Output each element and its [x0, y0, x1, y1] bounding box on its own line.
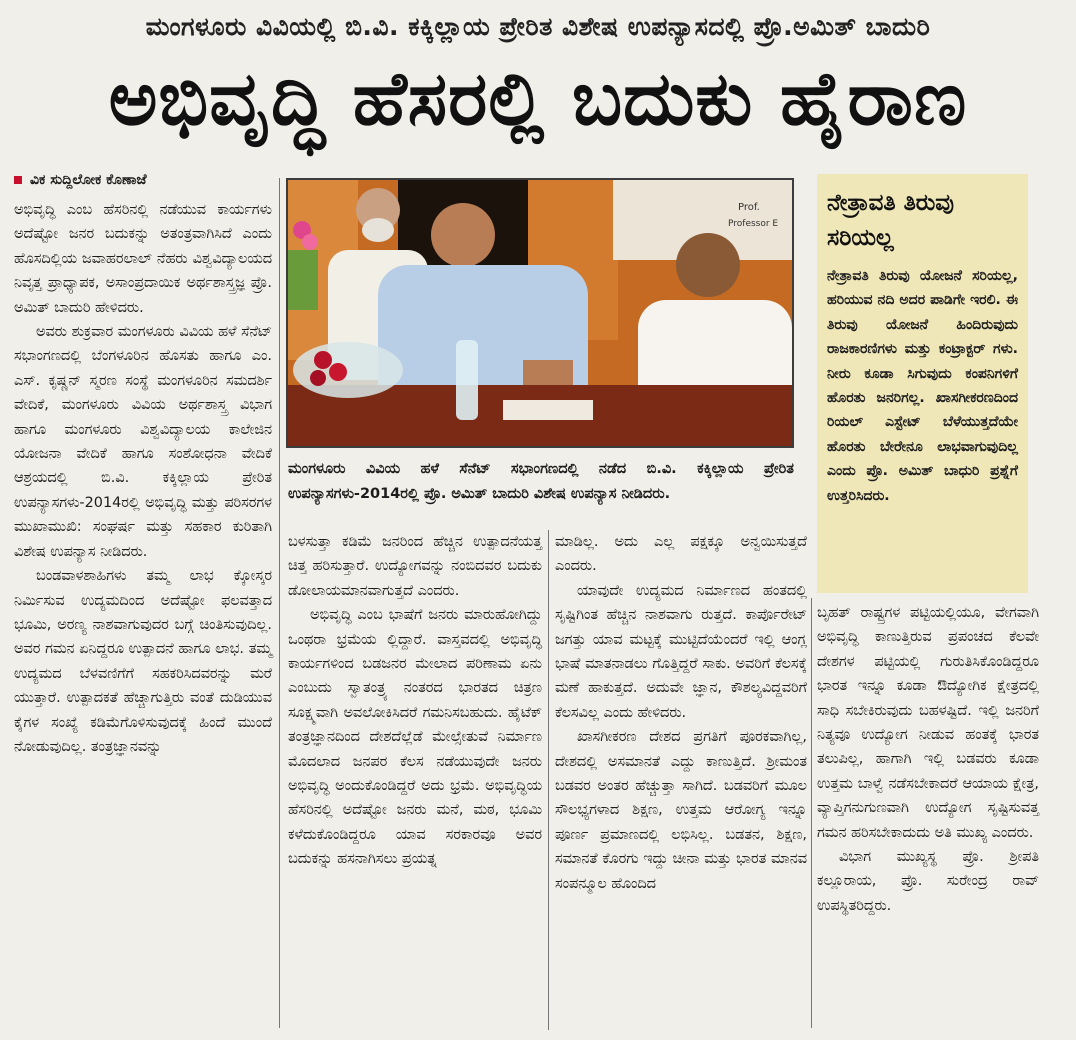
column-divider: [811, 598, 812, 1028]
byline: [14, 172, 147, 188]
photo-sign-text: Prof.: [738, 202, 760, 213]
paragraph: ವಿಭಾಗ ಮುಖ್ಯಸ್ಥ ಪ್ರೊ. ಶ್ರೀಪತಿ ಕಲ್ಲೂರಾಯ, ಪ್ರೊ. ಸುರೇಂದ್ರ ರಾವ್ ಉಪಸ್ಥಿತರಿದ್ದರು.: [817, 849, 1039, 914]
column-divider: [548, 530, 549, 1030]
photo-caption: ಮಂಗಳೂರು ವಿವಿಯ ಹಳೆ ಸೆನೆಟ್ ಸಭಾಂಗಣದಲ್ಲಿ ನಡೆದ ಬಿ.ವಿ. ಕಕ್ಕಿಲ್ಲಾಯ ಪ್ರೇರಿತ ಉಪನ್ಯಾಸಗಳು-2014ರಲ್ಲಿ ಪ್ರೊ. ಅಮಿತ್ ಬಾದುರಿ ವಿಶೇಷ ಉಪನ್ಯಾಸ ನೀಡಿದರು.: [288, 461, 794, 502]
paragraph: ಯಾವುದೇ ಉದ್ಯಮದ ನಿರ್ಮಾಣದ ಹಂತದಲ್ಲಿ ಸೃಷ್ಟಿಗಿಂತ ಹೆಚ್ಚಿನ ನಾಶವಾಗು ರುತ್ತದೆ. ಕಾರ್ಪೊರೇಟ್ ಜಗತ್ತು ಯಾವ ಮಟ್ಟಕ್ಕೆ ಮುಟ್ಟಿದೆಯೆಂದರೆ ಇಲ್ಲಿ ಆಂಗ್ಲ ಭಾಷೆ ಮಾತನಾಡಲು ಗೊತ್ತಿದ್ದರೆ ಸಾಕು. ಅವರಿಗೆ ಕೆಲಸಕ್ಕೆ ಮಣೆ ಹಾಕುತ್ತದೆ. ಅದುವೇ ಜ್ಞಾನ, ಕೌಶಲ್ಯವಿದ್ದವರಿಗೆ ಕೆಲಸವಿಲ್ಲ ಎಂದು ಹೇಳಿದರು.: [555, 582, 807, 721]
paragraph: ಬಳಸುತ್ತಾ ಕಡಿಮೆ ಜನರಿಂದ ಹೆಚ್ಚಿನ ಉತ್ಪಾದನೆಯತ್ತ ಚಿತ್ತ ಹರಿಸುತ್ತಾರೆ. ಉದ್ಯೋಗವನ್ನು ನಂಬಿದವರ ಬದುಕು ಡೋಲಾಯಮಾನವಾಗುತ್ತದೆ ಎಂದರು.: [288, 534, 542, 599]
column-divider: [279, 178, 280, 1028]
paragraph: ಅವರು ಶುಕ್ರವಾರ ಮಂಗಳೂರು ವಿವಿಯ ಹಳೆ ಸೆನೆಟ್ ಸಭಾಂಗಣದಲ್ಲಿ ಬೆಂಗಳೂರಿನ ಹೊಸತು ಹಾಗೂ ಎಂ. ಎಸ್. ಕೃಷ್ಣನ್ ಸ್ಮರಣ ಸಂಸ್ಥೆ ಮಂಗಳೂರಿನ ಸಮದರ್ಶಿ ವೇದಿಕೆ, ಮಂಗಳೂರು ವಿವಿಯ ಅರ್ಥಶಾಸ್ತ್ರ ವಿಭಾಗ ಹಾಗೂ ಮಂಗಳೂರು ವಿಶ್ವವಿದ್ಯಾಲಯ ಕಾಲೇಜಿನ ಯೋಜನಾ ವೇದಿಕೆ ಹಾಗೂ ಸಂಶೋಧನಾ ವೇದಿಕೆ ಆಶ್ರಯದಲ್ಲಿ ಬಿ.ವಿ. ಕಕ್ಕಿಲ್ಲಾಯ ಪ್ರೇರಿತ ಉಪನ್ಯಾಸಗಳು-2014ರಲ್ಲಿ ಅಭಿವೃದ್ಧಿ ಮತ್ತು ಪರಿಸರಗಳ ಮುಖಾಮುಖಿ: ಸಂಘರ್ಷ ಮತ್ತು ಸಹಕಾರ ಕುರಿತಾಗಿ ವಿಶೇಷ ಉಪನ್ಯಾಸ ನೀಡಿದರು.: [14, 324, 272, 560]
event-photo-image: [288, 180, 792, 446]
sidebar-box: [817, 174, 1028, 593]
sidebar-title: ನೇತ್ರಾವತಿ ತಿರುವು ಸರಿಯಲ್ಲ: [827, 190, 955, 251]
column-2: [288, 530, 542, 872]
byline-text: ವಿಕ ಸುದ್ದಿಲೋಕ ಕೊಣಾಜೆ: [30, 172, 147, 188]
paragraph: ಅಭಿವೃದ್ಧಿ ಎಂಬ ಹೆಸರಿನಲ್ಲಿ ನಡೆಯುವ ಕಾರ್ಯಗಳು ಅದೆಷ್ಟೋ ಜನರ ಬದುಕನ್ನು ಅತಂತ್ರವಾಗಿಸಿದೆ ಎಂದು ಹೊಸದಿಲ್ಲಿಯ ಜವಾಹರಲಾಲ್ ನೆಹರು ವಿಶ್ವವಿದ್ಯಾಲಯದ ನಿವೃತ್ತ ಪ್ರಾಧ್ಯಾಪಕ, ಅಸಾಂಪ್ರದಾಯಿಕ ಅರ್ಥಶಾಸ್ತ್ರಜ್ಞ ಪ್ರೊ. ಅಮಿತ್ ಬಾದುರಿ ಹೇಳಿದರು.: [14, 202, 272, 316]
byline-square-icon: [14, 176, 22, 184]
paragraph: ಬೃಹತ್ ರಾಷ್ಟ್ರಗಳ ಪಟ್ಟಿಯಲ್ಲಿಯೂ, ವೇಗವಾಗಿ ಅಭಿವೃದ್ಧಿ ಕಾಣುತ್ತಿರುವ ಪ್ರಪಂಚದ ಕೆಲವೇ ದೇಶಗಳ ಪಟ್ಟಿಯಲ್ಲಿ ಗುರುತಿಸಿಕೊಂಡಿದ್ದರೂ ಭಾರತ ಇನ್ನೂ ಕೂಡಾ ಔದ್ಯೋಗಿಕ ಕ್ಷೇತ್ರದಲ್ಲಿ ಸಾಧಿ ಸಬೇಕಿರುವುದು ಬಹಳಷ್ಟಿದೆ. ಇಲ್ಲಿ ಜನರಿಗೆ ನಿತ್ಯವೂ ಉದ್ಯೋಗ ನೀಡುವ ಹಂತಕ್ಕೆ ಭಾರತ ತಲುಪಿಲ್ಲ, ಹಾಗಾಗಿ ಇಲ್ಲಿ ಬಡವರು ಕೂಡಾ ಉತ್ತಮ ಬಾಳ್ವೆ ನಡೆಸಬೇಕಾದರೆ ಆಯಾಯ ಕ್ಷೇತ್ರ, ವ್ಯಾಪ್ತಿಗನುಗುಣವಾಗಿ ಉದ್ಯೋಗ ಸೃಷ್ಟಿಸುವತ್ತ ಗಮನ ಹರಿಸಬೇಕಾದುದು ಅತಿ ಮುಖ್ಯ ಎಂದರು.: [817, 605, 1039, 841]
sidebar-body: ನೇತ್ರಾವತಿ ತಿರುವು ಯೋಜನೆ ಸರಿಯಲ್ಲ, ಹರಿಯುವ ನದಿ ಅದರ ಪಾಡಿಗೇ ಇರಲಿ. ಈ ತಿರುವು ಯೋಜನೆ ಹಿಂದಿರುವುದು ರಾಜಕಾರಣಿಗಳು ಮತ್ತು ಕಂಟ್ರಾಕ್ಟರ್ ಗಳು. ನೀರು ಕೂಡಾ ಸಿಗುವುದು ಕಂಪನಿಗಳಿಗೆ ಹೊರತು ಜನರಿಗಲ್ಲ. ಖಾಸಗೀಕರಣದಿಂದ ರಿಯಲ್ ಎಸ್ಟೇಟ್ ಬೆಳೆಯುತ್ತದೆಯೇ ಹೊರತು ಬೇರೇನೂ ಲಾಭವಾಗುವುದಿಲ್ಲ ಎಂದು ಪ್ರೊ. ಅಮಿತ್ ಬಾಧುರಿ ಪ್ರಶ್ನೆಗೆ ಉತ್ತರಿಸಿದರು.: [827, 268, 1018, 504]
photo-sign-text: Professor E: [728, 219, 779, 229]
event-photo: [286, 178, 794, 448]
paragraph: ಖಾಸಗೀಕರಣ ದೇಶದ ಪ್ರಗತಿಗೆ ಪೂರಕವಾಗಿಲ್ಲ, ದೇಶದಲ್ಲಿ ಅಸಮಾನತೆ ಎದ್ದು ಕಾಣುತ್ತಿದೆ. ಶ್ರೀಮಂತ ಬಡವರ ಅಂತರ ಹೆಚ್ಚುತ್ತಾ ಸಾಗಿದೆ. ಬಡವರಿಗೆ ಮೂಲ ಸೌಲಭ್ಯಗಳಾದ ಶಿಕ್ಷಣ, ಉತ್ತಮ ಆರೋಗ್ಯ ಇನ್ನೂ ಪೂರ್ಣ ಪ್ರಮಾಣದಲ್ಲಿ ಲಭಿಸಿಲ್ಲ. ಬಡತನ, ಶಿಕ್ಷಣ, ಸಮಾನತೆ ಕೊರಗು ಇದ್ದು ಚೀನಾ ಮತ್ತು ಭಾರತ ಮಾನವ ಸಂಪನ್ಮೂಲ ಹೊಂದಿದ: [555, 729, 807, 892]
headline-kicker: ಮಂಗಳೂರು ವಿವಿಯಲ್ಲಿ ಬಿ.ವಿ. ಕಕ್ಕಿಲ್ಲಾಯ ಪ್ರೇರಿತ ವಿಶೇಷ ಉಪನ್ಯಾಸದಲ್ಲಿ ಪ್ರೊ.ಅಮಿತ್ ಬಾದುರಿ: [145, 12, 931, 41]
paragraph: ಬಂಡವಾಳಶಾಹಿಗಳು ತಮ್ಮ ಲಾಭ ಕ್ಕೋಸ್ಕರ ನಿರ್ಮಿಸುವ ಉದ್ಯಮದಿಂದ ಅದೆಷ್ಟೋ ಫಲವತ್ತಾದ ಭೂಮಿ, ಅರಣ್ಯ ನಾಶವಾಗುವುದರ ಬಗ್ಗೆ ಚಿಂತಿಸುವುದಿಲ್ಲ. ಅವರ ಗಮನ ಏನಿದ್ದರೂ ಉತ್ಪಾದನೆ ಹಾಗೂ ಲಾಭ. ತಮ್ಮ ಉದ್ಯಮದ ಬೆಳವಣಿಗೆಗೆ ಸಹಕರಿಸಿದವರನ್ನು ಮರೆ ಯುತ್ತಾರೆ. ಉತ್ಪಾದಕತೆ ಹೆಚ್ಚಾಗುತ್ತಿರು ವಂತೆ ದುಡಿಯುವ ಕೈಗಳ ಸಂಖ್ಯೆ ಕಡಿಮೆಗೊಳಿಸುವುದಕ್ಕೆ ಹಿಂದೆ ಮುಂದೆ ನೋಡುವುದಿಲ್ಲ. ತಂತ್ರಜ್ಞಾನವನ್ನು: [14, 568, 272, 755]
column-3: [555, 530, 807, 896]
column-1: [14, 198, 272, 759]
headline: ಅಭಿವೃದ್ಧಿ ಹೆಸರಲ್ಲಿ ಬದುಕು ಹೈರಾಣ: [108, 56, 968, 142]
paragraph: ಅಭಿವೃದ್ಧಿ ಎಂಬ ಭಾಷೆಗೆ ಜನರು ಮಾರುಹೋಗಿದ್ದು ಒಂಥರಾ ಭ್ರಮೆಯ ಲ್ಲಿದ್ದಾರೆ. ವಾಸ್ತವದಲ್ಲಿ ಅಭಿವೃದ್ಧಿ ಕಾರ್ಯಗಳಿಂದ ಬಡಜನರ ಮೇಲಾದ ಪರಿಣಾಮ ಏನು ಎಂಬುದು ಸ್ವಾತಂತ್ರ್ಯ ನಂತರದ ಭಾರತದ ಚಿತ್ರಣ ಸೂಕ್ಷ್ಮವಾಗಿ ಅವಲೋಕಿಸಿದರೆ ಗಮನಿಸಬಹುದು. ಹೈಟೆಕ್ ತಂತ್ರಜ್ಞಾನದಿಂದ ದೇಶದೆಲ್ಲೆಡೆ ಮೇಲ್ಸೇತುವೆ ನಿರ್ಮಾಣ ಮೊದಲಾದ ಜನಪರ ಕೆಲಸ ನಡೆಯುವುದೇ ಜನರು ಅಭಿವೃದ್ಧಿ ಅಂದುಕೊಂಡಿದ್ದರೆ ಅದು ಭ್ರಮೆ. ಅಭಿವೃದ್ಧಿಯ ಹೆಸರಿನಲ್ಲಿ ಅದೆಷ್ಟೋ ಜನರು ಮನೆ, ಮಠ, ಭೂಮಿ ಕಳೆದುಕೊಂಡಿದ್ದರೂ ಯಾವ ಸರಕಾರವೂ ಅವರ ಬದುಕನ್ನು ಹಸನಾಗಿಸಲು ಪ್ರಯತ್ನ: [288, 607, 542, 868]
paragraph: ಮಾಡಿಲ್ಲ. ಅದು ಎಲ್ಲ ಪಕ್ಷಕ್ಕೂ ಅನ್ವಯಿಸುತ್ತದೆ ಎಂದರು.: [555, 534, 807, 575]
column-4: [817, 601, 1039, 918]
